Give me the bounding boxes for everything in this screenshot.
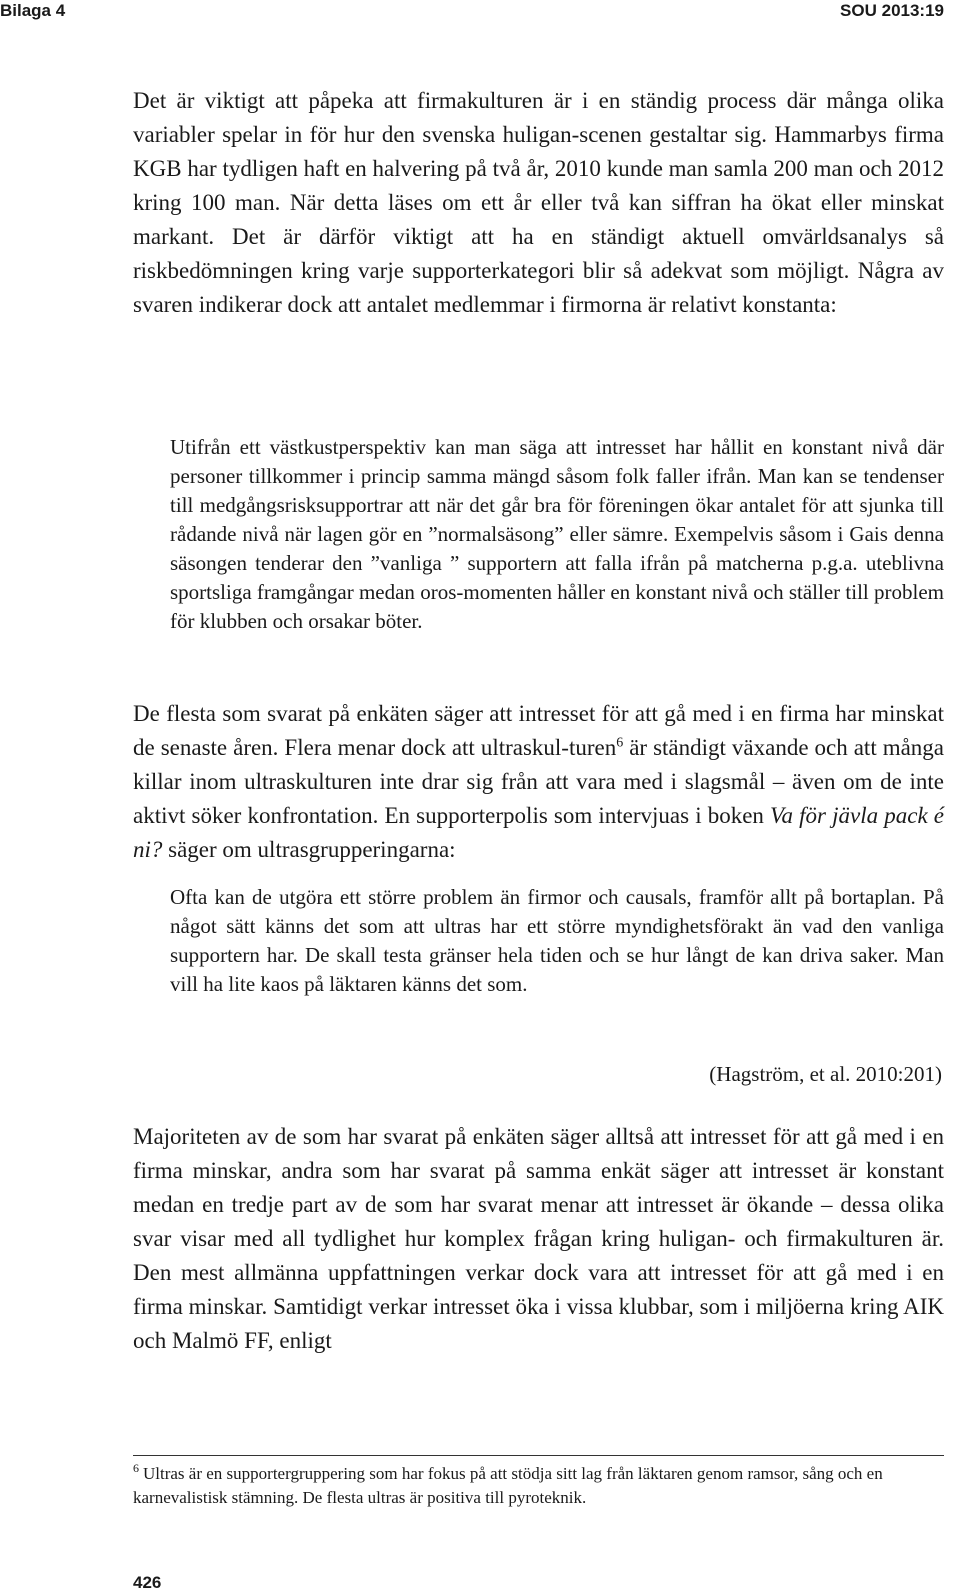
citation: (Hagström, et al. 2010:201) xyxy=(709,1062,942,1086)
running-header-left: Bilaga 4 xyxy=(0,1,66,20)
footnote xyxy=(133,1462,944,1510)
book-title: Va för jävla pack é ni? xyxy=(133,803,944,862)
page-number: 426 xyxy=(133,1573,162,1592)
body-paragraph: Majoriteten av de som har svarat på enkäten säger alltså att intresset för att gå med i en firma minskar, andra som har svarat på samma enkät säger att intresset är konstant medan en tredje part av de som har svarat menar att intresset är ökande – dessa olika svar visar med all tydlighet hur komplex frågan kring huligan- och firmakulturen är. Den mest allmänna uppfattningen verkar dock vara att intresset för att gå med i en firma minskar. Samtidigt verkar intresset öka i vissa klubbar, som i miljöerna kring AIK och Malmö FF, enligt xyxy=(133,1124,944,1353)
paragraph-text: De flesta som svarat på enkäten säger att intresset för att gå med i en firma har minskat de senaste åren. Flera menar dock att ultraskul-turen xyxy=(133,701,944,760)
footnote-reference[interactable]: 6 xyxy=(616,735,624,751)
running-header-right: SOU 2013:19 xyxy=(840,1,944,20)
block-quote: Ofta kan de utgöra ett större problem än firmor och causals, framför allt på bortaplan. På något sätt känns det som att ultras har ett större myndighetsförakt än vad den vanliga supportern har. De skall testa gränser hela tiden och se hur långt de kan driva saker. Man vill ha lite kaos på läktaren känns det som. xyxy=(170,885,944,996)
footnote-number: 6 xyxy=(133,1461,139,1476)
body-paragraph xyxy=(133,697,944,867)
footnote-divider xyxy=(133,1455,944,1456)
paragraph-text: är ständigt växande och att många killar inom ultraskulturen inte drar sig från att vara med i slagsmål – även om de inte aktivt söker konfrontation. En supporterpolis som intervjuas i boken xyxy=(133,735,945,828)
block-quote: Utifrån ett västkustperspektiv kan man säga att intresset har hållit en konstant nivå där personer tillkommer i princip samma mängd såsom folk faller ifrån. Man kan se tendenser till medgångsrisksupportrar att när det går bra för föreningen ökar antalet för att sjunka till rådande nivå när lagen gör en ”normalsäsong” eller sämre. Exempelvis såsom i Gais denna säsongen tenderar den ”vanliga ” supportern att falla ifrån på matcherna p.g.a. uteblivna sportsliga framgångar medan oros-momenten håller en konstant nivå och ställer till problem för klubben och orsakar böter. xyxy=(170,435,944,633)
footnote-text: Ultras är en supportergruppering som har fokus på att stödja sitt lag från läktaren genom ramsor, sång och en karnevalistisk stämning. De flesta ultras är positiva till pyroteknik. xyxy=(133,1464,883,1507)
paragraph-text: säger om ultrasgrupperingarna: xyxy=(162,837,456,862)
body-paragraph: Det är viktigt att påpeka att firmakulturen är i en ständig process där många olika variabler spelar in för hur den svenska huligan-scenen gestaltar sig. Hammarbys firma KGB har tydligen haft en halvering på två år, 2010 kunde man samla 200 man och 2012 kring 100 man. När detta läses om ett år eller två kan siffran ha ökat eller minskat markant. Det är därför viktigt att ha en ständigt aktuell omvärldsanalys så riskbedömningen kring varje supporterkategori blir så adekvat som möjligt. Några av svaren indikerar dock att antalet medlemmar i firmorna är relativt konstanta: xyxy=(133,88,944,317)
